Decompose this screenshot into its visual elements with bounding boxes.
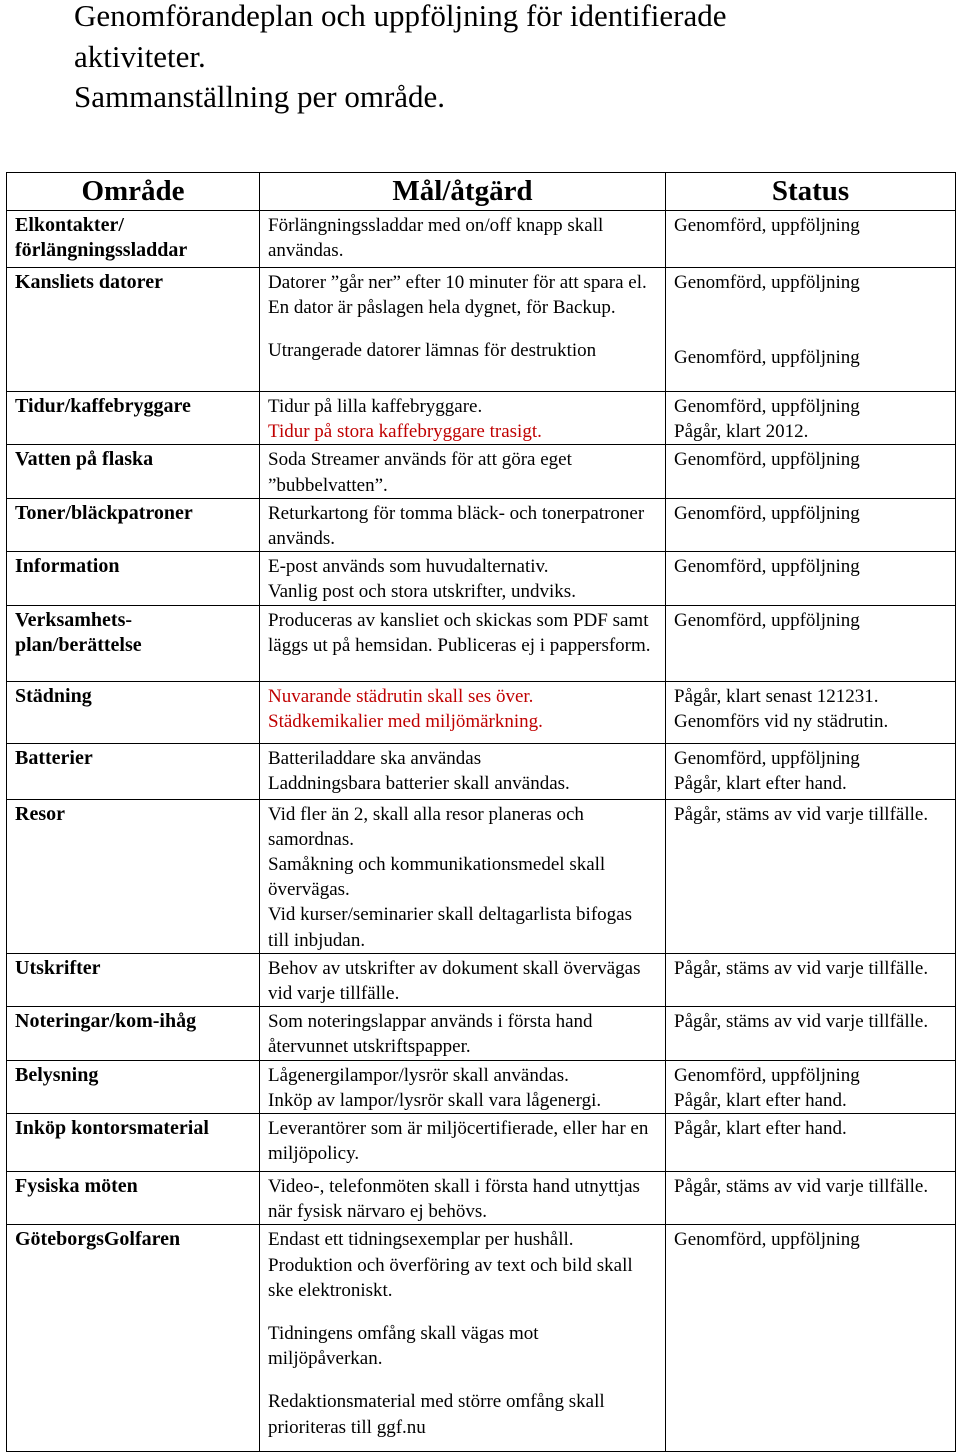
area-label: Kansliets datorer <box>15 271 163 293</box>
measure-text: Vid fler än 2, skall alla resor planeras och samordnas. <box>268 803 584 850</box>
measure-text: Datorer ”går ner” efter 10 minuter för att spara el. En dator är påslagen hela dygnet, för Backup. <box>268 272 647 319</box>
table-row <box>7 498 956 551</box>
area-cell <box>7 211 260 268</box>
measure-cell <box>260 1172 666 1225</box>
table-row <box>7 1060 956 1113</box>
area-label: Verksamhets- <box>15 608 133 631</box>
measure-text: Endast ett tidningsexemplar per hushåll. Produktion och överföring av text och bild skall ske elektroniskt. <box>268 1229 633 1301</box>
status-cell <box>666 1060 956 1113</box>
area-cell <box>7 1172 260 1225</box>
measure-text: Vanlig post och stora utskrifter, undviks. <box>268 581 576 603</box>
area-label: Utskrifter <box>15 956 101 979</box>
status-cell <box>666 392 956 445</box>
status-cell <box>666 681 956 743</box>
measure-cell <box>260 498 666 551</box>
header-area: Område <box>7 173 260 211</box>
status-text: Pågår, klart efter hand. <box>674 772 847 794</box>
measure-cell <box>260 268 666 392</box>
measure-text: Tidningens omfång skall vägas mot miljöpåverkan. <box>268 1323 539 1370</box>
status-text: Genomförd, uppföljning <box>674 396 860 417</box>
table-row <box>7 211 956 268</box>
measure-text: Soda Streamer används för att göra eget ”bubbelvatten”. <box>268 449 572 496</box>
measure-cell <box>260 392 666 445</box>
area-cell <box>7 799 260 953</box>
measure-text: Returkartong för tomma bläck- och tonerpatroner används. <box>268 502 645 550</box>
measure-text: Behov av utskrifter av dokument skall övervägas vid varje tillfälle. <box>268 957 641 1005</box>
status-text: Genomförd, uppföljning <box>674 272 860 293</box>
table-row <box>7 1225 956 1452</box>
area-label: Tidur/kaffebryggare <box>15 395 191 417</box>
status-text: Pågår, stäms av vid varje tillfälle. <box>674 1176 929 1198</box>
area-label: Belysning <box>15 1063 99 1086</box>
table-header-row <box>7 173 956 211</box>
measure-text: Nuvarande städrutin skall ses över. <box>268 685 534 707</box>
measure-text: Batteriladdare ska användas <box>268 747 482 769</box>
area-cell <box>7 681 260 743</box>
status-cell <box>666 953 956 1006</box>
table-row <box>7 953 956 1006</box>
status-text: Pågår, stäms av vid varje tillfälle. <box>674 803 929 825</box>
table-row <box>7 445 956 498</box>
table-row <box>7 552 956 605</box>
measure-cell <box>260 445 666 498</box>
measure-text: Lågenergilampor/lysrör skall användas. <box>268 1064 569 1086</box>
measure-text: Video-, telefonmöten skall i första hand utnyttjas när fysisk närvaro ej behövs. <box>268 1176 640 1223</box>
table-row <box>7 392 956 445</box>
measure-text: Städkemikalier med miljömärkning. <box>268 710 543 732</box>
area-cell <box>7 1007 260 1060</box>
area-label: GöteborgsGolfaren <box>15 1228 181 1251</box>
measure-text: Utrangerade datorer lämnas för destruktion <box>268 340 597 362</box>
title-line-2: aktiviteter. <box>74 38 206 74</box>
status-text: Genomförd, uppföljning <box>674 347 860 369</box>
measure-cell <box>260 1114 666 1172</box>
area-label: Vatten på flaska <box>15 448 154 471</box>
status-cell <box>666 605 956 681</box>
status-text: Genomförd, uppföljning <box>674 215 860 236</box>
measure-text: Samåkning och kommunikationsmedel skall övervägas. <box>268 854 606 901</box>
measure-cell <box>260 605 666 681</box>
status-cell <box>666 445 956 498</box>
action-plan-table <box>6 172 956 1452</box>
status-cell <box>666 498 956 551</box>
area-label: Städning <box>15 684 92 707</box>
area-cell <box>7 743 260 799</box>
area-label: plan/berättelse <box>15 633 142 656</box>
status-text: Genomförd, uppföljning <box>674 609 860 631</box>
status-text: Genomförs vid ny städrutin. <box>674 710 889 732</box>
measure-cell <box>260 953 666 1006</box>
table-row <box>7 1172 956 1225</box>
area-label: Resor <box>15 802 65 825</box>
status-text: Genomförd, uppföljning <box>674 502 860 524</box>
area-cell <box>7 605 260 681</box>
measure-text: Laddningsbara batterier skall användas. <box>268 772 570 794</box>
status-cell <box>666 211 956 268</box>
area-label: Batterier <box>15 746 93 769</box>
title-line-1: Genomförandeplan och uppföljning för identifierade <box>74 0 727 33</box>
measure-cell <box>260 1060 666 1113</box>
area-label: Elkontakter/ <box>15 214 124 236</box>
measure-cell <box>260 681 666 743</box>
document-title <box>74 0 934 118</box>
area-cell <box>7 1114 260 1172</box>
measure-text: Redaktionsmaterial med större omfång skall prioriteras till ggf.nu <box>268 1391 605 1438</box>
area-cell <box>7 268 260 392</box>
area-label: Fysiska möten <box>15 1175 138 1198</box>
status-text: Pågår, klart 2012. <box>674 421 809 443</box>
status-cell <box>666 268 956 392</box>
area-cell <box>7 445 260 498</box>
table-row <box>7 681 956 743</box>
measure-cell <box>260 1007 666 1060</box>
table-row <box>7 799 956 953</box>
status-cell <box>666 743 956 799</box>
status-cell <box>666 1114 956 1172</box>
status-text: Genomförd, uppföljning <box>674 449 860 471</box>
area-cell <box>7 953 260 1006</box>
measure-cell <box>260 552 666 605</box>
area-label: Toner/bläckpatroner <box>15 501 193 524</box>
header-status: Status <box>666 173 956 211</box>
measure-text: Tidur på stora kaffebryggare trasigt. <box>268 421 542 443</box>
measure-text: E-post används som huvudalternativ. <box>268 556 549 578</box>
measure-cell <box>260 799 666 953</box>
area-cell <box>7 1060 260 1113</box>
area-cell <box>7 498 260 551</box>
measure-text: Vid kurser/seminarier skall deltagarlista bifogas till inbjudan. <box>268 904 632 951</box>
area-label: förlängningssladdar <box>15 239 188 262</box>
measure-text: Inköp av lampor/lysrör skall vara lågenergi. <box>268 1089 602 1111</box>
table-row <box>7 268 956 392</box>
measure-text: Produceras av kansliet och skickas som PDF samt läggs ut på hemsidan. Publiceras ej i pappersform. <box>268 609 651 656</box>
measure-text: Leverantörer som är miljöcertifierade, eller har en miljöpolicy. <box>268 1118 649 1165</box>
measure-text: Tidur på lilla kaffebryggare. <box>268 396 483 417</box>
measure-text: Förlängningssladdar med on/off knapp skall användas. <box>268 215 604 262</box>
area-cell <box>7 552 260 605</box>
status-cell <box>666 552 956 605</box>
header-measure: Mål/åtgärd <box>260 173 666 211</box>
table-row <box>7 1007 956 1060</box>
area-label: Noteringar/kom-ihåg <box>15 1010 197 1033</box>
status-text: Pågår, klart senast 121231. <box>674 685 879 707</box>
table-row <box>7 743 956 799</box>
status-text: Genomförd, uppföljning <box>674 556 860 578</box>
measure-cell <box>260 211 666 268</box>
measure-text: Som noteringslappar används i första hand återvunnet utskriftspapper. <box>268 1011 593 1058</box>
table-body <box>7 211 956 1452</box>
table-row <box>7 605 956 681</box>
area-cell <box>7 392 260 445</box>
status-text: Genomförd, uppföljning <box>674 1229 860 1251</box>
area-label: Inköp kontorsmaterial <box>15 1117 209 1140</box>
table-row <box>7 1114 956 1172</box>
status-text: Pågår, klart efter hand. <box>674 1089 847 1111</box>
title-line-3: Sammanställning per område. <box>74 79 446 114</box>
status-text: Pågår, stäms av vid varje tillfälle. <box>674 1011 929 1033</box>
status-cell <box>666 1172 956 1225</box>
status-cell <box>666 799 956 953</box>
status-text: Pågår, stäms av vid varje tillfälle. <box>674 957 929 979</box>
area-cell <box>7 1225 260 1452</box>
area-label: Information <box>15 555 120 578</box>
status-cell <box>666 1007 956 1060</box>
status-text: Pågår, klart efter hand. <box>674 1118 847 1140</box>
status-cell <box>666 1225 956 1452</box>
status-text: Genomförd, uppföljning <box>674 1064 860 1086</box>
status-text: Genomförd, uppföljning <box>674 747 860 769</box>
measure-cell <box>260 1225 666 1452</box>
measure-cell <box>260 743 666 799</box>
